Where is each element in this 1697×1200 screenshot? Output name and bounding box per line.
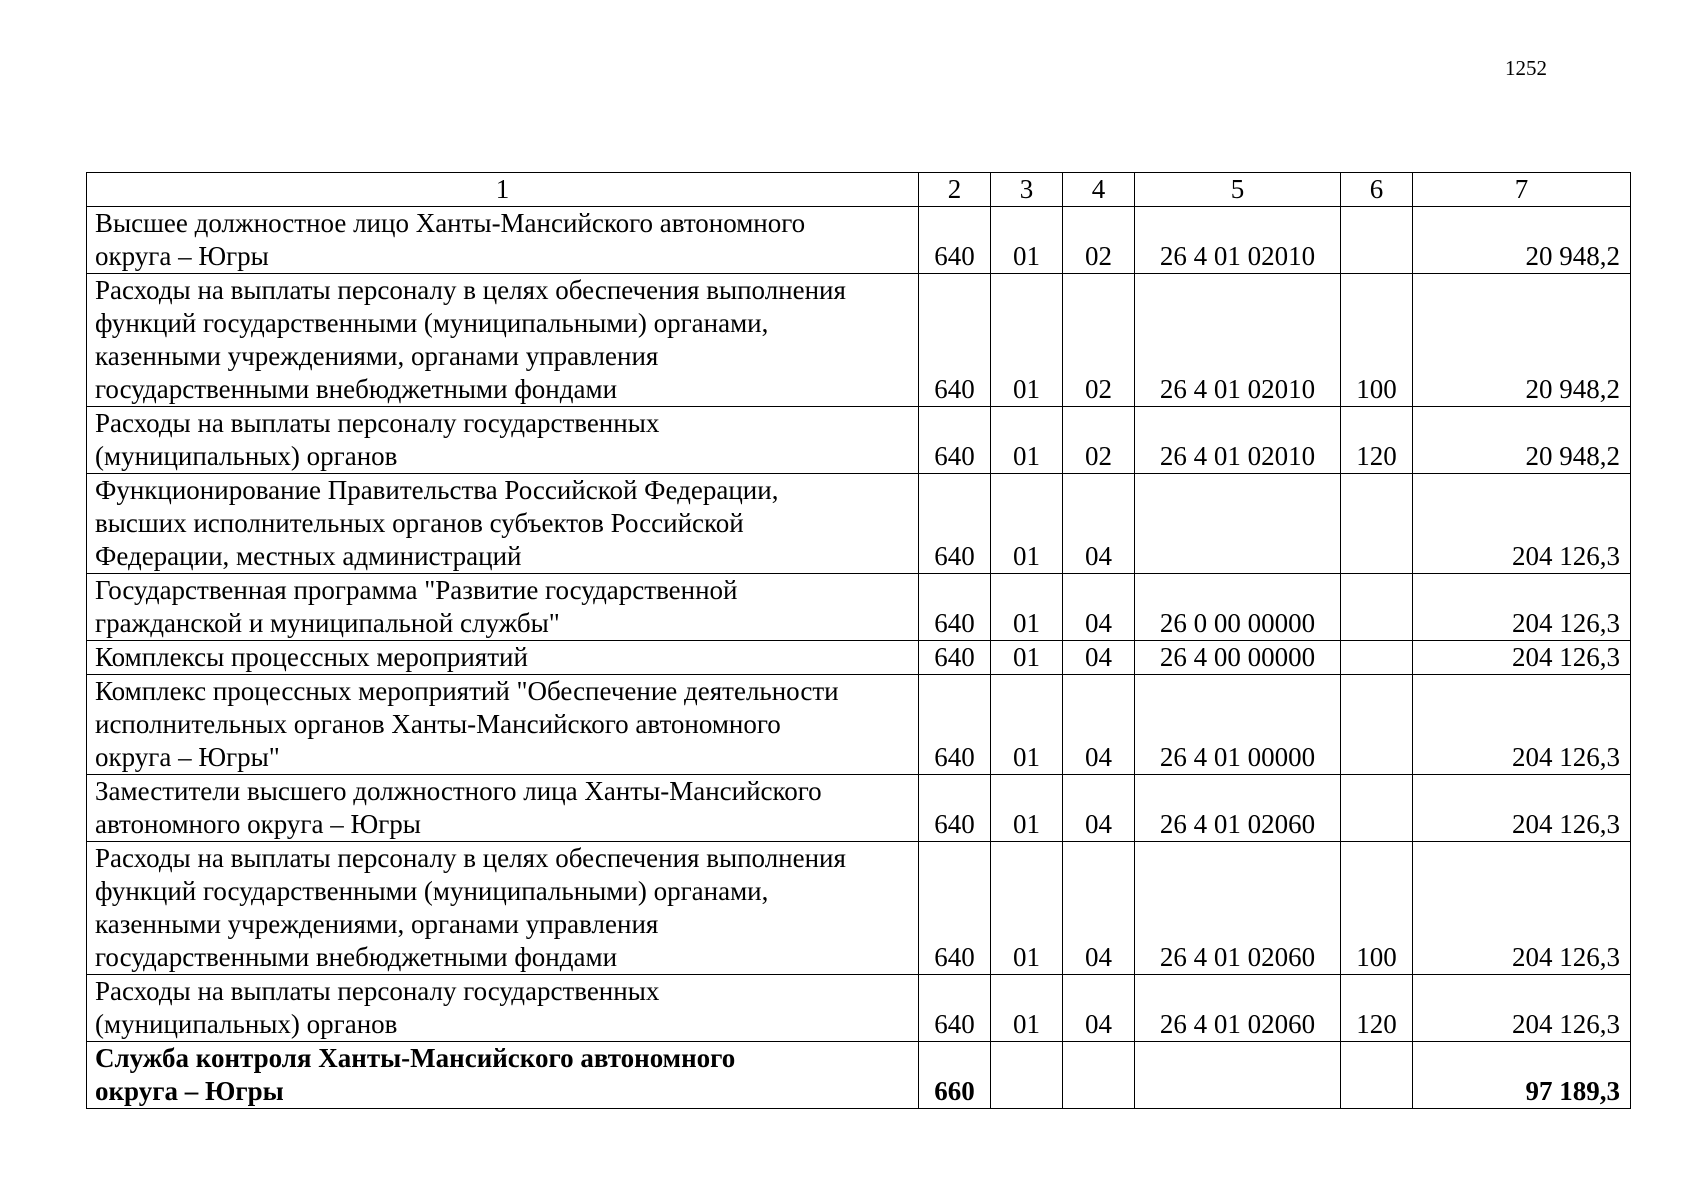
code-cell-4: 04 [1063,675,1135,775]
header-cell: 4 [1063,173,1135,207]
budget-table [86,172,1631,1109]
amount-cell: 20 948,2 [1413,274,1631,407]
table-row [87,975,1631,1042]
row-name-line: автономного округа – Югры [95,809,421,839]
row-name-line: округа – Югры [95,1076,284,1106]
code-cell-3: 01 [991,474,1063,574]
code-cell-4: 04 [1063,474,1135,574]
row-name-line: Расходы на выплаты персоналу в целях обеспечения выполнения [95,275,846,305]
code-cell-3: 01 [991,407,1063,474]
code-cell-3: 01 [991,274,1063,407]
table-row [87,407,1631,474]
code-cell-6 [1341,1042,1413,1109]
row-name-line: (муниципальных) органов [95,1009,398,1039]
row-name-cell [87,207,919,274]
table-row [87,775,1631,842]
row-name-cell [87,474,919,574]
row-name-line: функций государственными (муниципальными) органами, [95,876,769,906]
code-cell-6 [1341,641,1413,675]
amount-cell: 20 948,2 [1413,207,1631,274]
header-cell: 7 [1413,173,1631,207]
code-cell-6: 120 [1341,407,1413,474]
code-cell-2: 640 [919,407,991,474]
row-name-line: округа – Югры [95,241,269,271]
code-cell-2: 640 [919,641,991,675]
table-row [87,574,1631,641]
code-cell-4: 04 [1063,641,1135,675]
row-name-cell [87,574,919,641]
amount-cell: 204 126,3 [1413,675,1631,775]
header-cell: 6 [1341,173,1413,207]
code-cell-3: 01 [991,975,1063,1042]
code-cell-3: 01 [991,574,1063,641]
row-name-line: исполнительных органов Ханты-Мансийского автономного [95,709,781,739]
code-cell-5: 26 4 00 00000 [1135,641,1341,675]
amount-cell: 97 189,3 [1413,1042,1631,1109]
code-cell-3 [991,1042,1063,1109]
row-name-line: казенными учреждениями, органами управления [95,909,659,939]
code-cell-6: 120 [1341,975,1413,1042]
code-cell-5 [1135,1042,1341,1109]
code-cell-2: 640 [919,274,991,407]
row-name-cell [87,407,919,474]
code-cell-6 [1341,474,1413,574]
row-name-line: Заместители высшего должностного лица Ханты-Мансийского [95,776,822,806]
code-cell-3: 01 [991,641,1063,675]
code-cell-5: 26 0 00 00000 [1135,574,1341,641]
amount-cell: 204 126,3 [1413,474,1631,574]
code-cell-2: 640 [919,775,991,842]
row-name-line: (муниципальных) органов [95,441,398,471]
amount-cell: 204 126,3 [1413,975,1631,1042]
row-name-line: высших исполнительных органов субъектов Российской [95,508,744,538]
row-name-line: Высшее должностное лицо Ханты-Мансийского автономного [95,208,806,238]
code-cell-3: 01 [991,675,1063,775]
code-cell-5: 26 4 01 02010 [1135,274,1341,407]
row-name-line: государственными внебюджетными фондами [95,942,618,972]
code-cell-3: 01 [991,842,1063,975]
row-name-line: государственными внебюджетными фондами [95,374,618,404]
code-cell-2: 660 [919,1042,991,1109]
row-name-cell [87,641,919,675]
code-cell-3: 01 [991,775,1063,842]
amount-cell: 204 126,3 [1413,641,1631,675]
row-name-cell [87,274,919,407]
table-row [87,474,1631,574]
code-cell-3: 01 [991,207,1063,274]
table-row [87,675,1631,775]
row-name-line: Федерации, местных администраций [95,541,522,571]
row-name-cell [87,675,919,775]
code-cell-5 [1135,474,1341,574]
amount-cell: 204 126,3 [1413,842,1631,975]
code-cell-2: 640 [919,842,991,975]
table-row [87,641,1631,675]
code-cell-5: 26 4 01 02060 [1135,842,1341,975]
amount-cell: 204 126,3 [1413,775,1631,842]
code-cell-2: 640 [919,675,991,775]
table-row [87,842,1631,975]
code-cell-6: 100 [1341,274,1413,407]
table-row [87,207,1631,274]
code-cell-2: 640 [919,207,991,274]
row-name-line: гражданской и муниципальной службы" [95,608,560,638]
header-cell: 3 [991,173,1063,207]
code-cell-6: 100 [1341,842,1413,975]
row-name-line: Комплекс процессных мероприятий "Обеспечение деятельности [95,676,839,706]
row-name-cell [87,842,919,975]
row-name-line: Служба контроля Ханты-Мансийского автономного [95,1043,736,1073]
table-row [87,1042,1631,1109]
header-cell: 2 [919,173,991,207]
code-cell-4: 04 [1063,574,1135,641]
table-header-row [87,173,1631,207]
header-cell: 1 [87,173,919,207]
code-cell-5: 26 4 01 02060 [1135,775,1341,842]
row-name-line: округа – Югры" [95,742,280,772]
code-cell-5: 26 4 01 02010 [1135,407,1341,474]
row-name-cell [87,975,919,1042]
code-cell-5: 26 4 01 02060 [1135,975,1341,1042]
row-name-line: Расходы на выплаты персоналу государственных [95,408,660,438]
code-cell-4: 04 [1063,775,1135,842]
code-cell-4: 04 [1063,975,1135,1042]
header-cell: 5 [1135,173,1341,207]
code-cell-5: 26 4 01 00000 [1135,675,1341,775]
code-cell-4: 02 [1063,207,1135,274]
row-name-line: Государственная программа "Развитие государственной [95,575,738,605]
code-cell-4 [1063,1042,1135,1109]
code-cell-4: 02 [1063,274,1135,407]
code-cell-6 [1341,775,1413,842]
code-cell-6 [1341,574,1413,641]
code-cell-2: 640 [919,574,991,641]
row-name-line: Расходы на выплаты персоналу в целях обеспечения выполнения [95,843,846,873]
amount-cell: 20 948,2 [1413,407,1631,474]
row-name-line: Расходы на выплаты персоналу государственных [95,976,660,1006]
row-name-cell [87,1042,919,1109]
code-cell-4: 04 [1063,842,1135,975]
code-cell-4: 02 [1063,407,1135,474]
amount-cell: 204 126,3 [1413,574,1631,641]
row-name-line: функций государственными (муниципальными) органами, [95,308,769,338]
table-row [87,274,1631,407]
code-cell-6 [1341,207,1413,274]
row-name-cell [87,775,919,842]
page-number: 1252 [1505,56,1547,80]
code-cell-5: 26 4 01 02010 [1135,207,1341,274]
code-cell-6 [1341,675,1413,775]
row-name-line: Комплексы процессных мероприятий [95,642,528,672]
row-name-line: казенными учреждениями, органами управления [95,341,659,371]
code-cell-2: 640 [919,474,991,574]
code-cell-2: 640 [919,975,991,1042]
row-name-line: Функционирование Правительства Российской Федерации, [95,475,779,505]
